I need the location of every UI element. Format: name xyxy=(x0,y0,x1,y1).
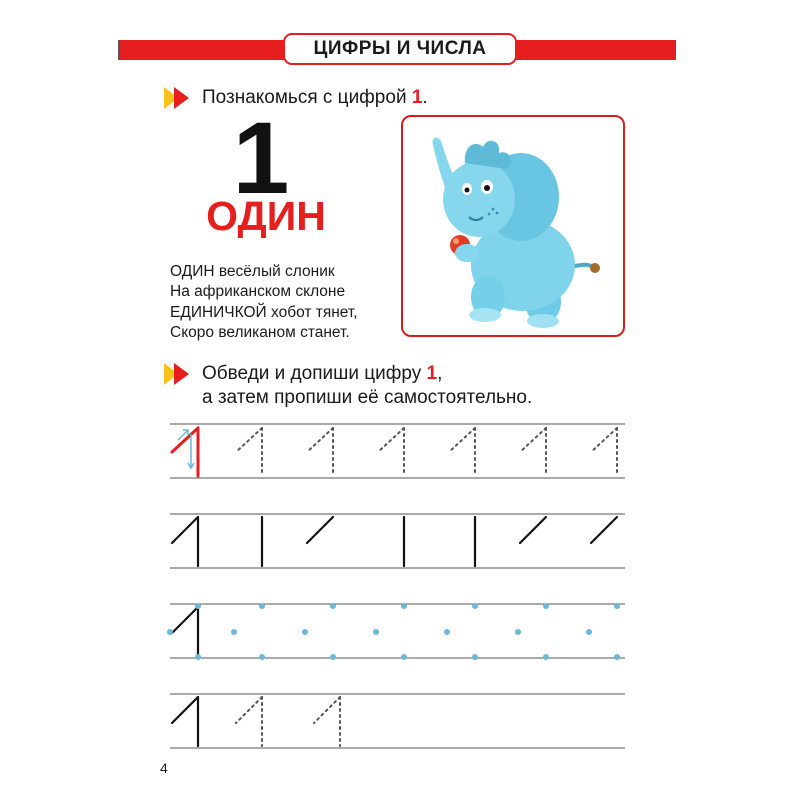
dotted-digits-row-4 xyxy=(236,697,340,746)
task-instruction-line2: а затем пропиши её самостоятельно. xyxy=(202,387,533,408)
stroke-direction-arrow xyxy=(178,430,194,468)
intro-text: Познакомься с цифрой xyxy=(202,87,407,108)
dotted-digits-row-1 xyxy=(236,428,617,476)
big-digit: 1 xyxy=(232,101,290,215)
digit-word: ОДИН xyxy=(206,193,326,239)
digit-sample-row-4 xyxy=(172,697,198,746)
practice-row-1 xyxy=(170,424,625,478)
intro-end: . xyxy=(422,87,428,108)
poem-line: ОДИН весёлый слоник xyxy=(170,263,335,280)
task-number: 1 xyxy=(426,363,438,384)
digit-parts-row-2 xyxy=(172,517,617,566)
practice-row-2 xyxy=(170,514,625,568)
sample-digit-1 xyxy=(172,428,198,476)
task-end: , xyxy=(437,363,443,384)
section-title: ЦИФРЫ И ЧИСЛА xyxy=(283,33,517,65)
page-number: 4 xyxy=(160,760,168,776)
task-text: Обведи и допиши цифру xyxy=(202,363,422,384)
poem-line: На африканском склоне xyxy=(170,283,346,301)
intro-number: 1 xyxy=(411,87,423,108)
practice-row-3 xyxy=(170,604,625,658)
practice-row-4 xyxy=(170,694,625,748)
digit-sample-row-3 xyxy=(172,607,198,656)
poem-line: Скоро великаном станет. xyxy=(170,323,350,341)
guide-dots-row-3 xyxy=(167,603,620,660)
poem-line: ЕДИНИЧКОЙ хобот тянет, xyxy=(170,303,358,321)
